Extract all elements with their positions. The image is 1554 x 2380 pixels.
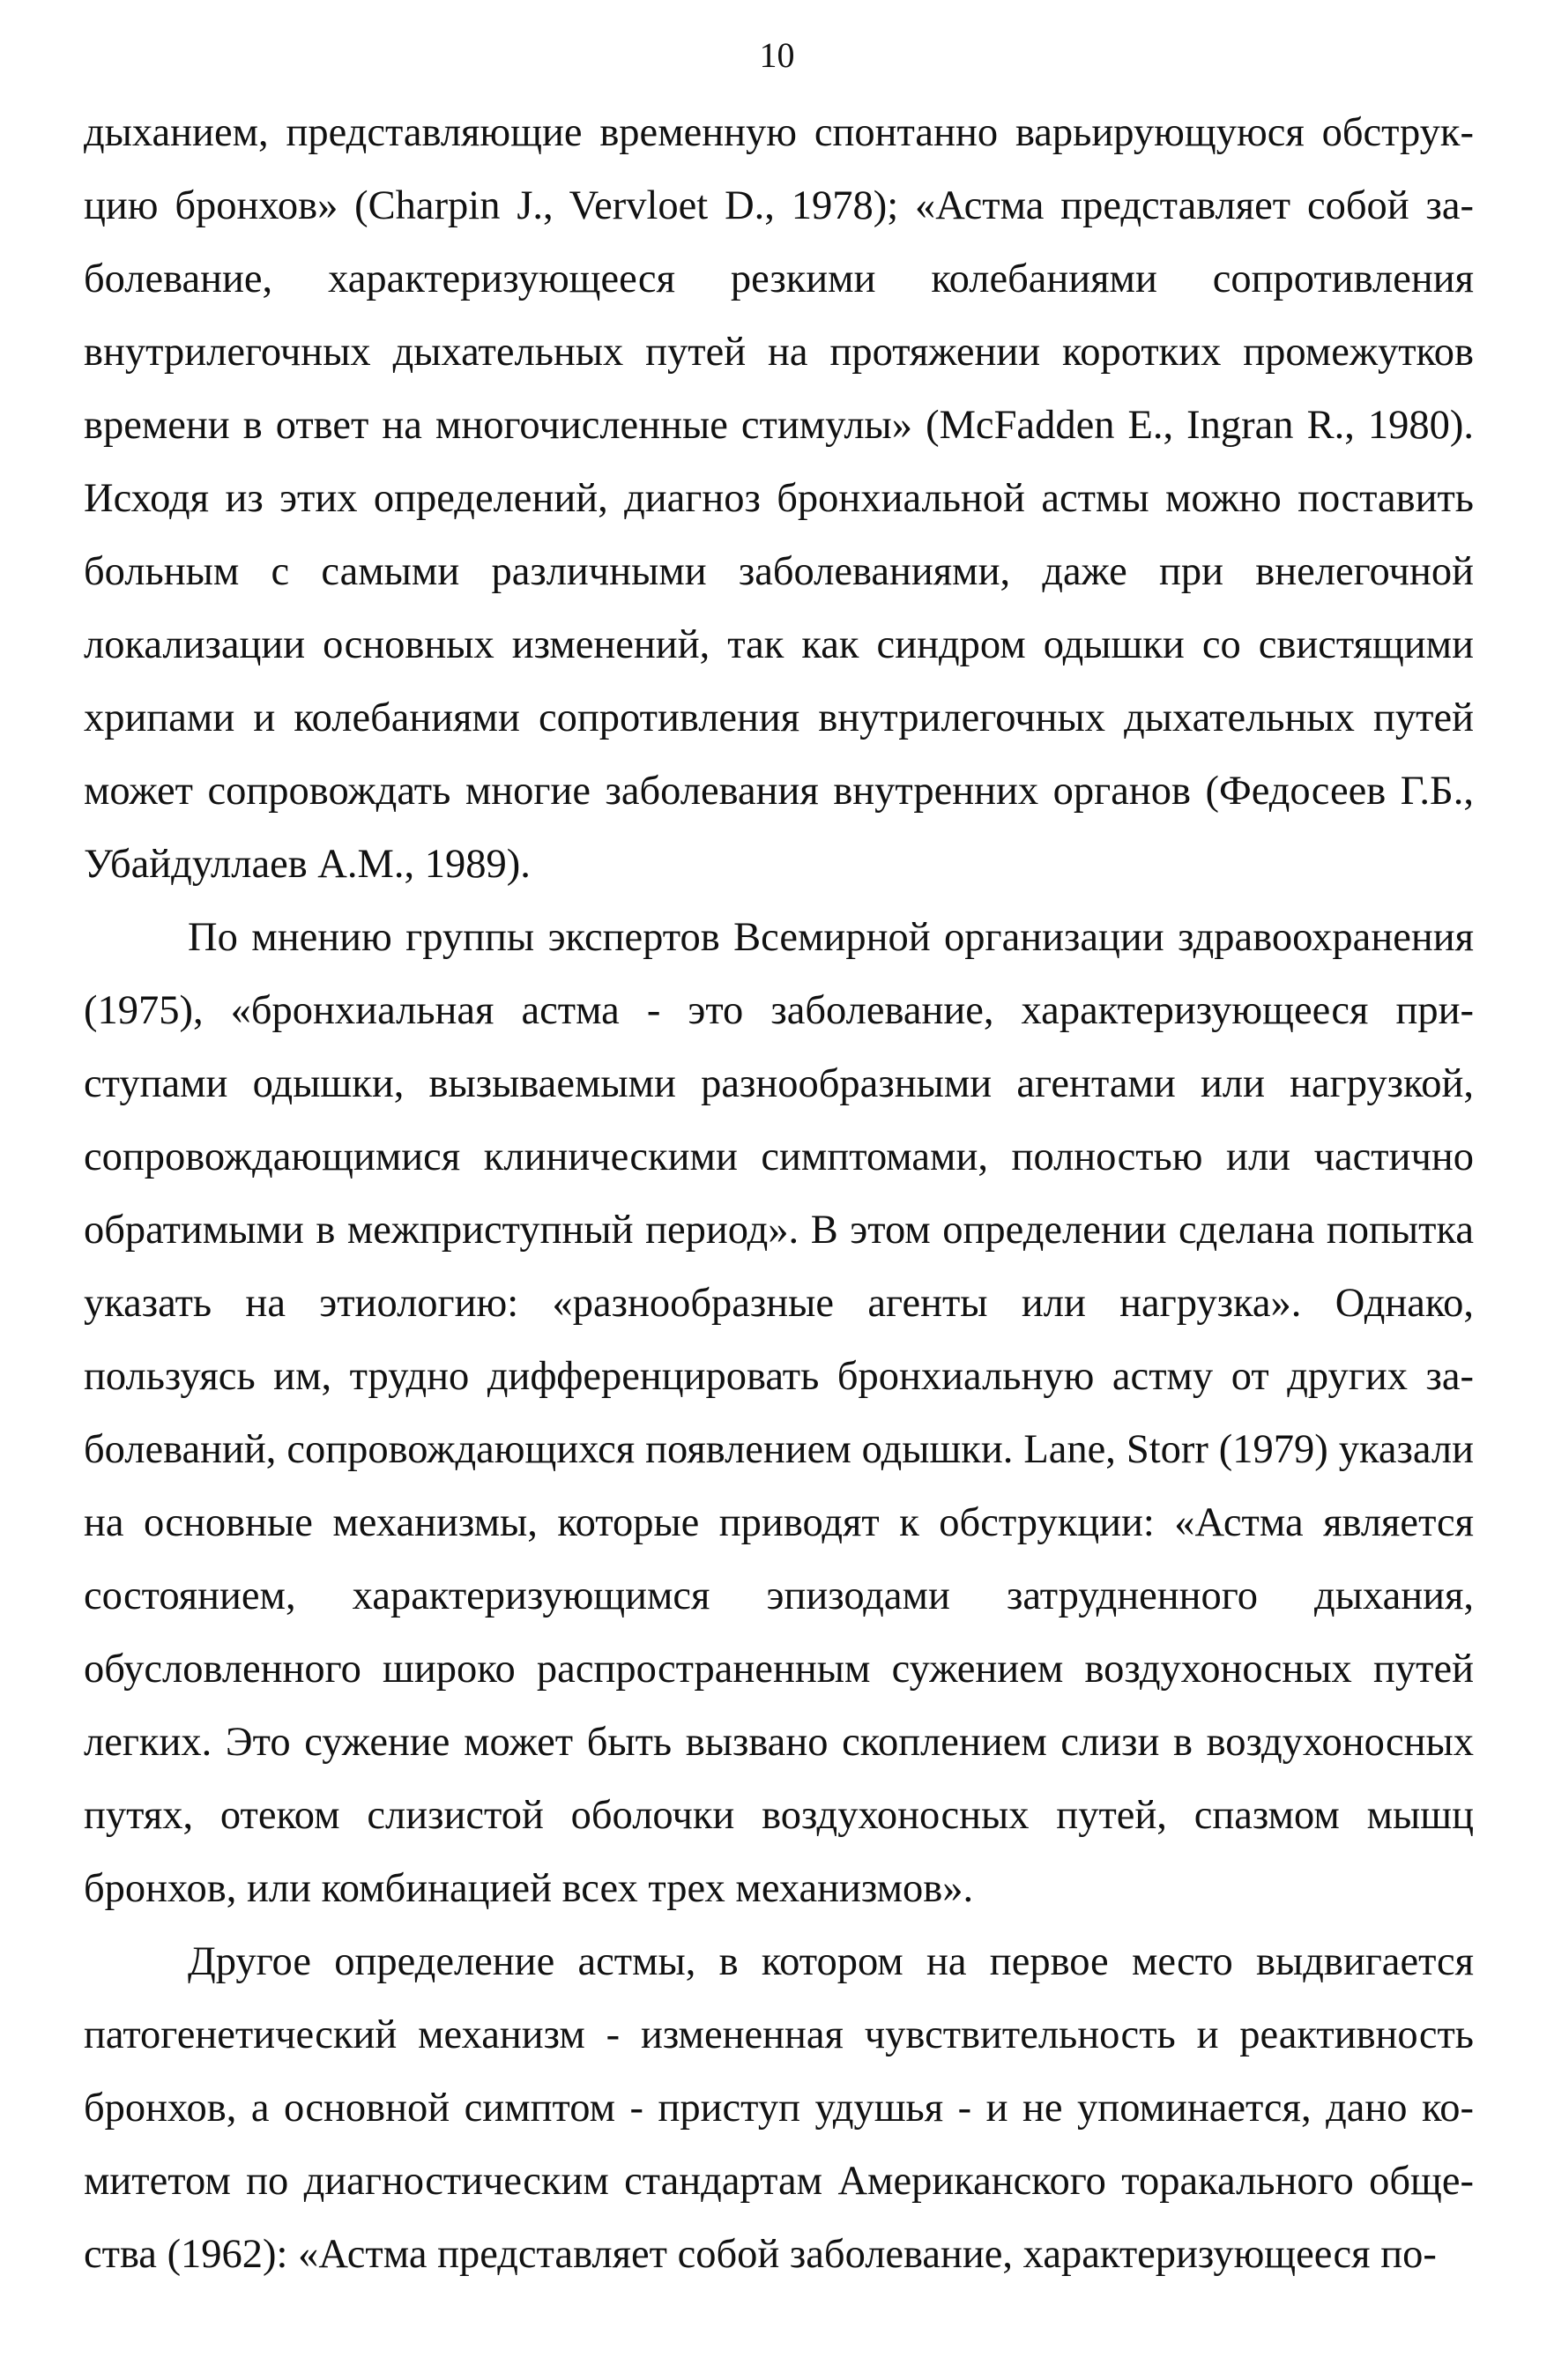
document-body (84, 96, 1474, 2291)
paragraph-1: дыханием, представляющие временную спонтанно варьирующуюся обструкцию бронхов» (Charpin J., Vervloet D., 1978); «Астма представляет собой заболевание, характеризующееся резкими колебаниями сопротивления внутрилегочных дыхательных путей на протяжении коротких промежутков времени в ответ на многочисленные стимулы» (McFadden E., Ingran R., 1980). Исходя из этих определений, диагноз бронхиальной астмы можно поставить больным с самыми различными заболеваниями, даже при внелегочной локализации основных изменений, так как синдром одышки со свистящими хрипами и колебаниями сопротивления внутрилегочных дыхательных путей может сопровождать многие заболевания внутренних органов (Федосеев Г.Б., Убайдуллаев А.М., 1989). (84, 110, 1474, 887)
paragraph-3: Другое определение астмы, в котором на первое место выдвигается патогенетический механизм - измененная чувствительность и реактивность бронхов, а основной симптом - приступ удушья - и не упоминается, дано комитетом по диагностическим стандартам Американского торакального общества (1962): «Астма представляет собой заболевание, характеризующееся по- (84, 1939, 1474, 2277)
page-number: 10 (759, 35, 795, 75)
paragraph-2: По мнению группы экспертов Всемирной организации здравоохранения (1975), «бронхиальная астма - это заболевание, характеризующееся приступами одышки, вызываемыми разнообразными агентами или нагрузкой, сопровождающимися клиническими симптомами, полностью или частично обратимыми в межприступный период». В этом определении сделана попытка указать на этиологию: «разнообразные агенты или нагрузка». Однако, пользуясь им, трудно дифференцировать бронхиальную астму от других заболеваний, сопровождающихся появлением одышки. Lane, Storr (1979) указали на основные механизмы, которые приводят к обструкции: «Астма является состоянием, характеризующимся эпизодами затрудненного дыхания, обусловленного широко распространенным сужением воздухоносных путей легких. Это сужение может быть вызвано скоплением слизи в воздухоносных путях, отеком слизистой оболочки воздухоносных путей, спазмом мышц бронхов, или комбинацией всех трех механизмов». (84, 915, 1474, 1911)
